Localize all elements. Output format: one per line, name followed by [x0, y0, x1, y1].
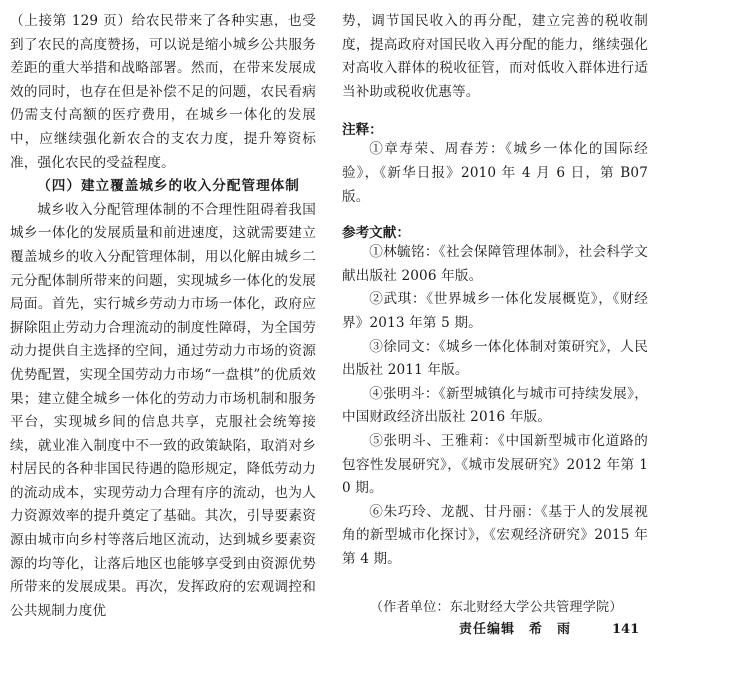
- body-paragraph: （上接第 129 页）给农民带来了各种实惠，也受到了农民的高度赞扬，可以说是缩小城乡公共服务差距的重大举措和战略部署。然而，在带来发展成效的同时，也存在但是补偿不足的问题，农民看病仍需支付高额的医疗费用，在城乡一体化的发展中，应继续强化新农合的支农力度，提升筹资标准，强化农民的受益程度。: [10, 13, 316, 171]
- left-column: [10, 10, 316, 623]
- section-heading: （四）建立覆盖城乡的收入分配管理体制: [37, 178, 300, 195]
- author-affiliation: （作者单位：东北财经大学公共管理学院）: [370, 600, 623, 616]
- reference-item: ④张明斗：《新型城镇化与城市可持续发展》，中国财政经济出版社 2016 年版。: [342, 385, 648, 426]
- right-column: [342, 10, 648, 641]
- responsible-editor: 责任编辑 希 雨: [458, 622, 571, 638]
- reference-item: ⑥朱巧玲、龙靓、甘丹丽：《基于人的发展视角的新型城市化探讨》，《宏观经济研究》2015 年第 4 期。: [342, 503, 648, 567]
- notes-heading: 注释：: [342, 122, 383, 139]
- page-number: 141: [612, 622, 640, 637]
- references-heading: 参考文献：: [342, 225, 410, 242]
- reference-item: ⑤张明斗、王雅莉：《中国新型城市化道路的包容性发展研究》，《城市发展研究》2012 年第 10 期。: [342, 432, 648, 497]
- reference-item: ②武琪：《世界城乡一体化发展概览》，《财经界》2013 年第 5 期。: [342, 291, 648, 331]
- body-paragraph-continued: 势，调节国民收入的再分配，建立完善的税收制度，提高政府对国民收入再分配的能力，继续强化对高收入群体的税收征管，而对低收入群体进行适当补助或税收优惠等。: [342, 13, 648, 100]
- reference-item: ①林毓铭：《社会保障管理体制》，社会科学文献出版社 2006 年版。: [342, 244, 648, 284]
- reference-item: ③徐同文：《城乡一体化体制对策研究》，人民出版社 2011 年版。: [342, 338, 648, 379]
- note-item: ①章寿荣、周春芳：《城乡一体化的国际经验》，《新华日报》2010 年 4 月 6 日，第 B07 版。: [342, 141, 648, 205]
- body-paragraph: 城乡收入分配管理体制的不合理性阻碍着我国城乡一体化的发展质量和前进速度，这就需要建立覆盖城乡的收入分配管理体制，用以化解由城乡二元分配体制所带来的问题，实现城乡一体化的发展局面。首先，实行城乡劳动力市场一体化，政府应摒除阻止劳动力合理流动的制度性障碍，为全国劳动力提供自主选择的空间，通过劳动力市场的资源优势配置，实现全国劳动力市场“一盘棋”的优质效果；建立健全城乡一体化的劳动力市场机制和服务平台，实现城乡间的信息共享，克服社会统筹接续，就业准入制度中不一致的政策缺陷，取消对乡村居民的各种非国民待遇的隐形规定，降低劳动力的流动成本，实现劳动力合理有序的流动，也为人力资源效率的提升奠定了基础。其次，引导要素资源由城市向乡村等落后地区流动，达到城乡要素资源的均等化，让落后地区也能够享受到由资源优势所带来的发展成果。再次，发挥政府的宏观调控和公共规制力度优: [10, 201, 316, 619]
